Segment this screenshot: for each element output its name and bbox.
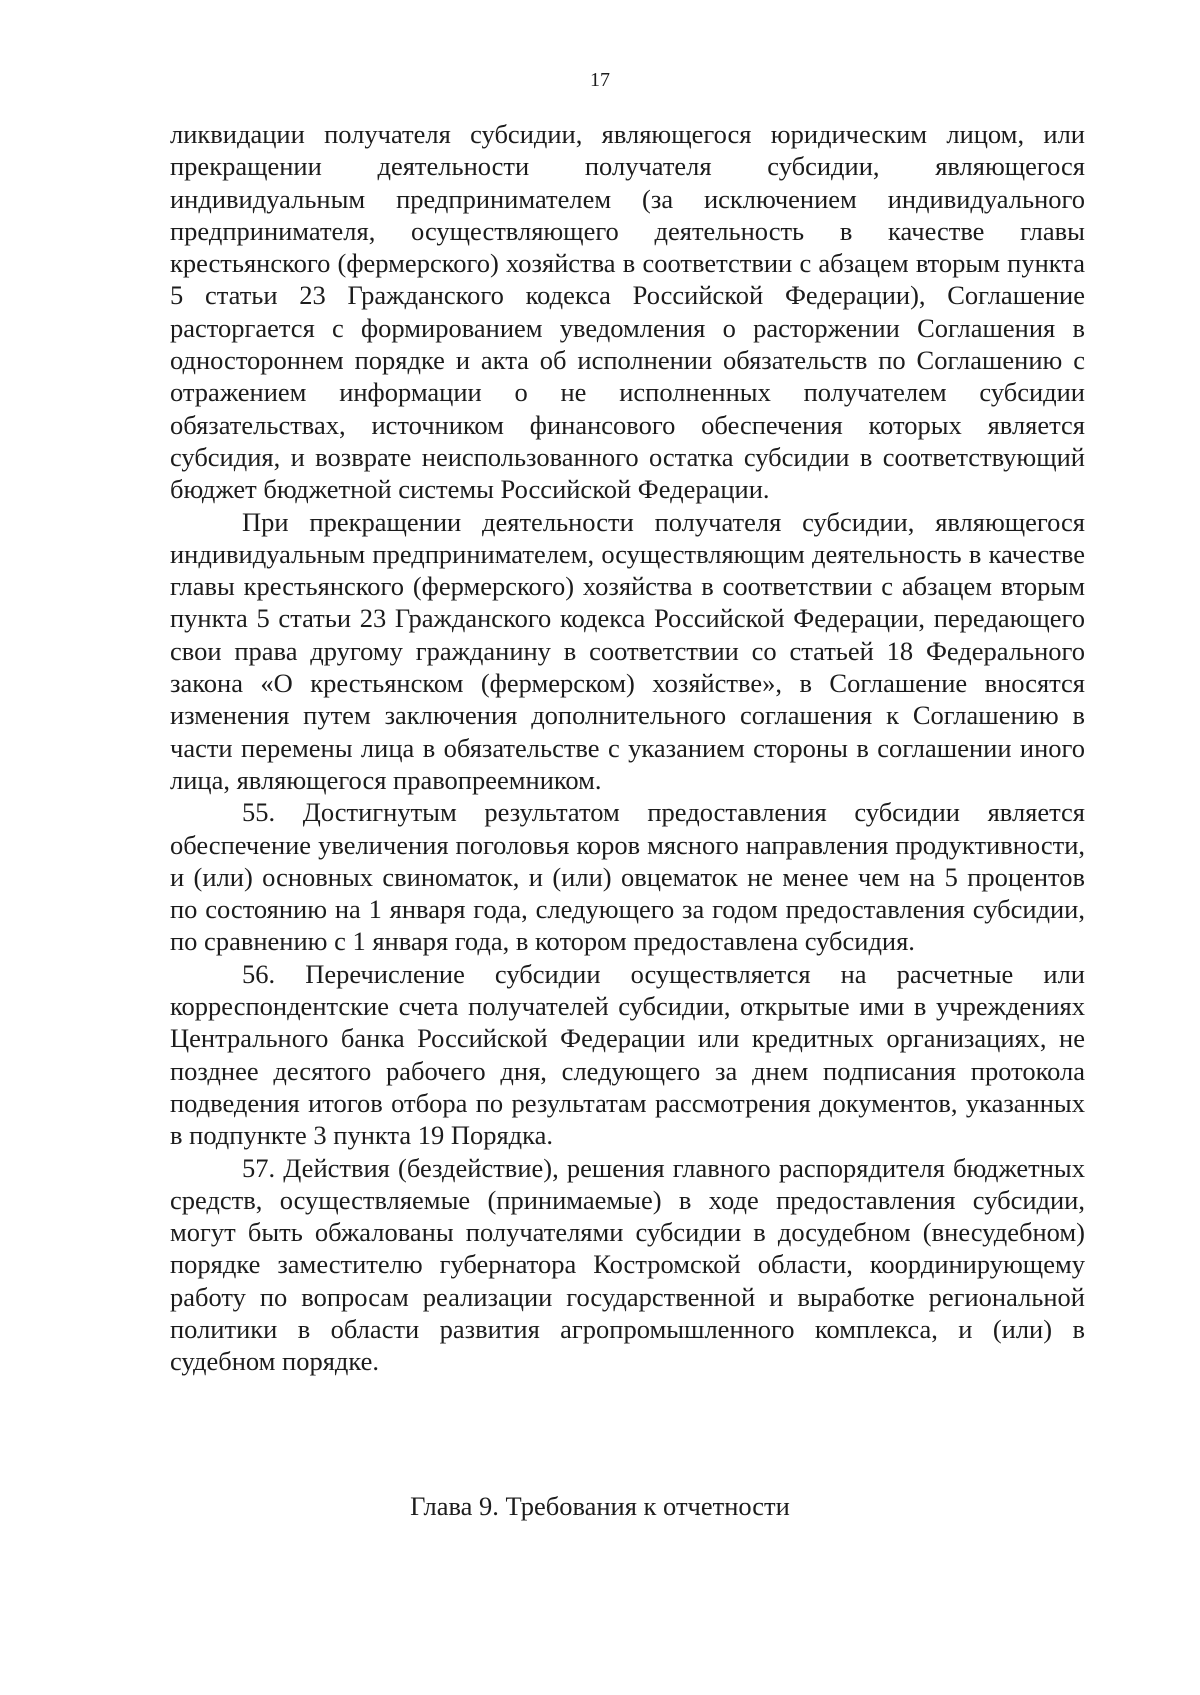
paragraph-liquidation-continuation: ликвидации получателя субсидии, являющегося юридическим лицом, или прекращении деятельности получателя субсидии, являющегося индивидуальным предпринимателем (за исключением индивидуального предпринимателя, осуществляющего деятельность в качестве главы крестьянского (фермерского) хозяйства в соответствии с абзацем вторым пункта 5 статьи 23 Гражданского кодекса Российской Федерации), Соглашение расторгается с формированием уведомления о расторжении Соглашения в одностороннем порядке и акта об исполнении обязательств по Соглашению с отражением информации о не исполненных получателем субсидии обязательствах, источником финансового обеспечения которых является субсидия, и возврате неиспользованного остатка субсидии в соответствующий бюджет бюджетной системы Российской Федерации. [170, 119, 1085, 505]
paragraph-farm-succession: При прекращении деятельности получателя субсидии, являющегося индивидуальным предпринимателем, осуществляющим деятельность в качестве главы крестьянского (фермерского) хозяйства в соответствии с абзацем вторым пункта 5 статьи 23 Гражданского кодекса Российской Федерации, передающего свои права другому гражданину в соответствии со статьей 18 Федерального закона «О крестьянском (фермерском) хозяйстве», в Соглашение вносятся изменения путем заключения дополнительного соглашения к Соглашению в части перемены лица в обязательстве с указанием стороны в соглашении иного лица, являющегося правопреемником. [170, 506, 1085, 795]
chapter-heading: Глава 9. Требования к отчетности [410, 1491, 790, 1521]
page-number: 17 [590, 69, 610, 91]
paragraph-clause-57: 57. Действия (бездействие), решения главного распорядителя бюджетных средств, осуществляемые (принимаемые) в ходе предоставления субсидии, могут быть обжалованы получателями субсидии в досудебном (внесудебном) порядке заместителю губернатора Костромской области, координирующему работу по вопросам реализации государственной и выработке региональной политики в области развития агропромышленного комплекса, и (или) в судебном порядке. [170, 1152, 1085, 1377]
document-body [170, 118, 1085, 1378]
paragraph-clause-56: 56. Перечисление субсидии осуществляется на расчетные или корреспондентские счета получателей субсидии, открытые ими в учреждениях Центрального банка Российской Федерации или кредитных организациях, не позднее десятого рабочего дня, следующего за днем подписания протокола подведения итогов отбора по результатам рассмотрения документов, указанных в подпункте 3 пункта 19 Порядка. [170, 958, 1085, 1151]
paragraph-clause-55: 55. Достигнутым результатом предоставления субсидии является обеспечение увеличения поголовья коров мясного направления продуктивности, и (или) основных свиноматок, и (или) овцематок не менее чем на 5 процентов по состоянию на 1 января года, следующего за годом предоставления субсидии, по сравнению с 1 января года, в котором предоставлена субсидия. [170, 797, 1085, 957]
